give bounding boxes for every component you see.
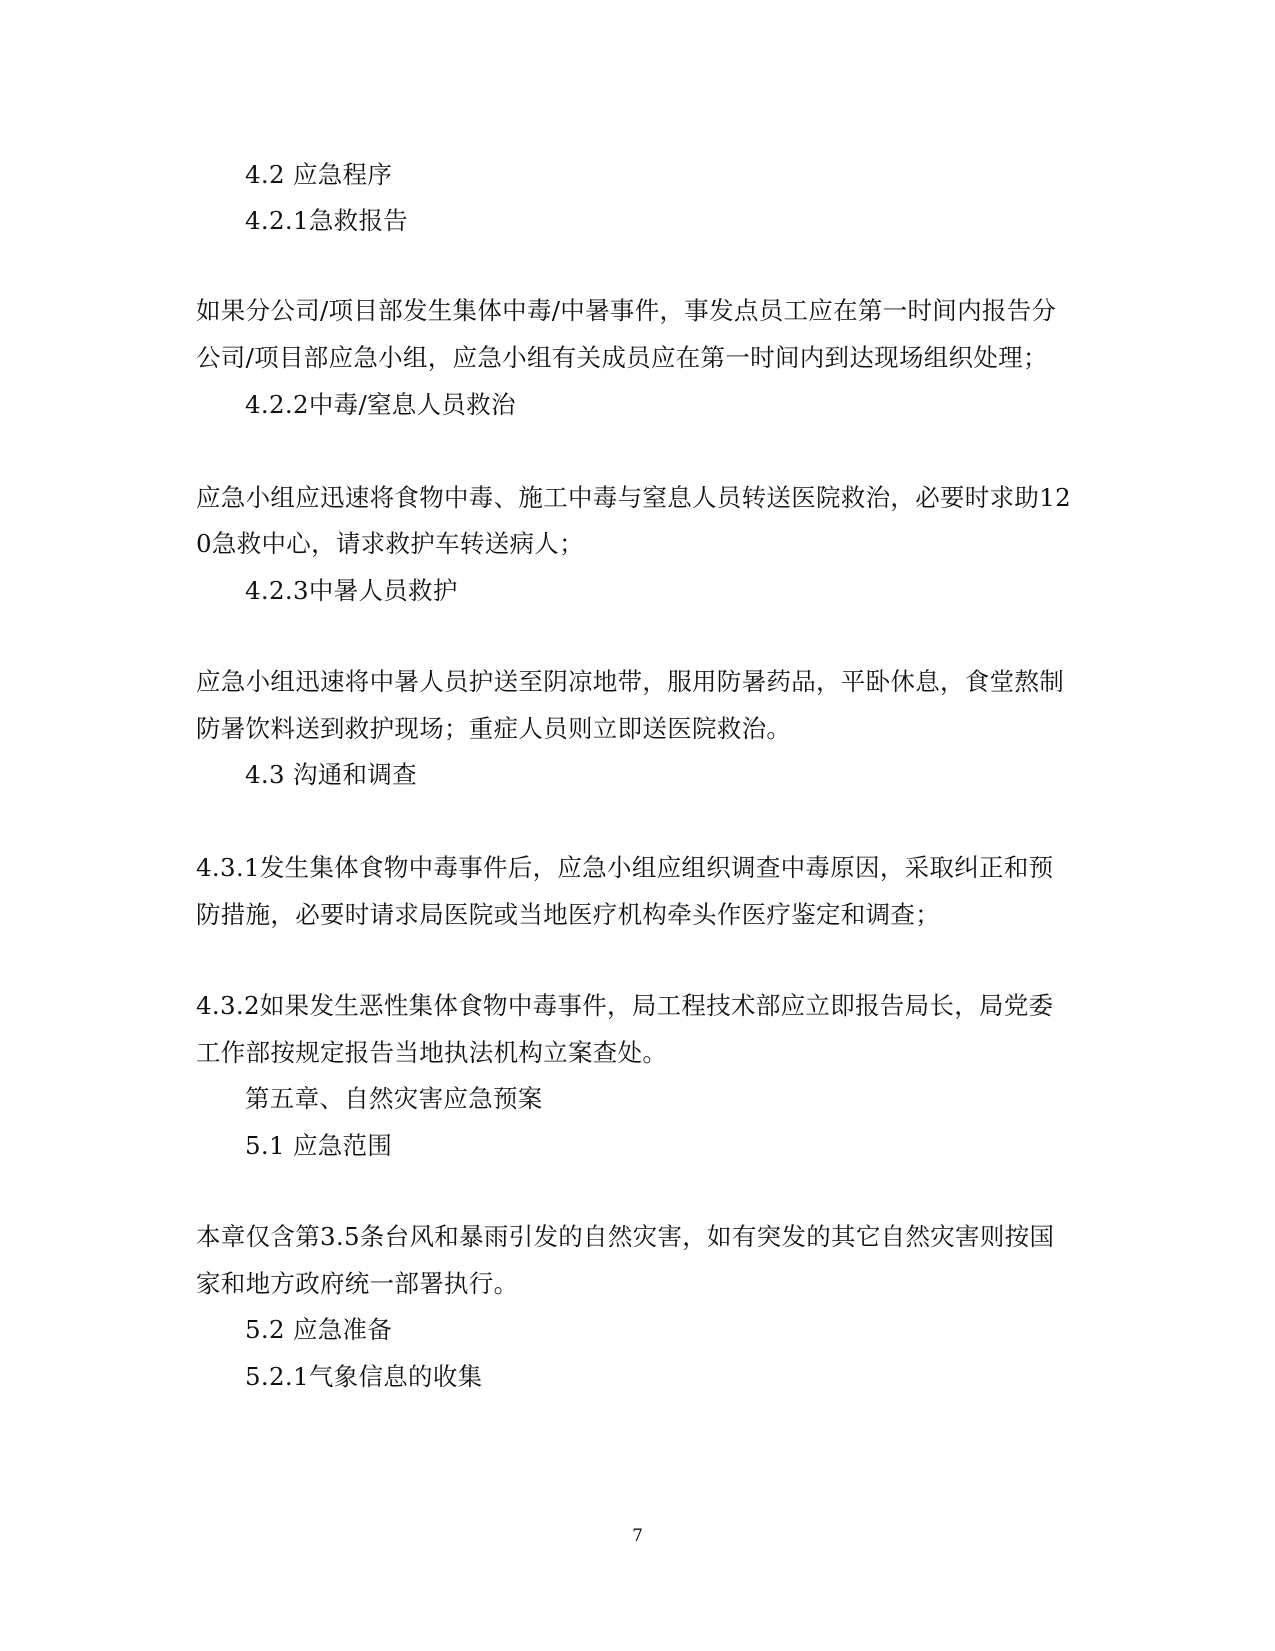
paragraph-line: 0急救中心，请求救护车转送病人；	[196, 529, 584, 558]
heading-4-2: 4.2 应急程序	[245, 160, 393, 189]
paragraph-line: 本章仅含第3.5条台风和暴雨引发的自然灾害，如有突发的其它自然灾害则按国	[196, 1222, 1055, 1251]
paragraph-line: 家和地方政府统一部署执行。	[196, 1269, 519, 1298]
heading-5-2-1: 5.2.1气象信息的收集	[245, 1362, 483, 1391]
paragraph-line: 防暑饮料送到救护现场；重症人员则立即送医院救治。	[196, 714, 792, 743]
paragraph-line: 应急小组应迅速将食物中毒、施工中毒与窒息人员转送医院救治，必要时求助12	[196, 483, 1071, 512]
paragraph-line: 公司/项目部应急小组，应急小组有关成员应在第一时间内到达现场组织处理；	[196, 343, 1048, 372]
paragraph-line: 工作部按规定报告当地执法机构立案查处。	[196, 1038, 668, 1067]
heading-4-3: 4.3 沟通和调查	[245, 760, 417, 789]
paragraph-line: 4.3.1发生集体食物中毒事件后，应急小组应组织调查中毒原因，采取纠正和预	[196, 853, 1054, 882]
heading-4-2-1: 4.2.1急救报告	[245, 206, 409, 235]
heading-4-2-2: 4.2.2中毒/窒息人员救治	[245, 390, 516, 419]
heading-5-1: 5.1 应急范围	[245, 1131, 393, 1160]
chapter-5-title: 第五章、自然灾害应急预案	[245, 1084, 543, 1113]
heading-4-2-3: 4.2.3中暑人员救护	[245, 576, 458, 605]
heading-5-2: 5.2 应急准备	[245, 1315, 393, 1344]
page-number: 7	[632, 1526, 643, 1546]
paragraph-line: 应急小组迅速将中暑人员护送至阴凉地带，服用防暑药品，平卧休息，食堂熬制	[196, 667, 1064, 696]
paragraph-line: 防措施，必要时请求局医院或当地医疗机构牵头作医疗鉴定和调查；	[196, 900, 940, 929]
paragraph-line: 如果分公司/项目部发生集体中毒/中暑事件，事发点员工应在第一时间内报告分	[196, 296, 1057, 325]
paragraph-line: 4.3.2如果发生恶性集体食物中毒事件，局工程技术部应立即报告局长，局党委	[196, 991, 1054, 1020]
